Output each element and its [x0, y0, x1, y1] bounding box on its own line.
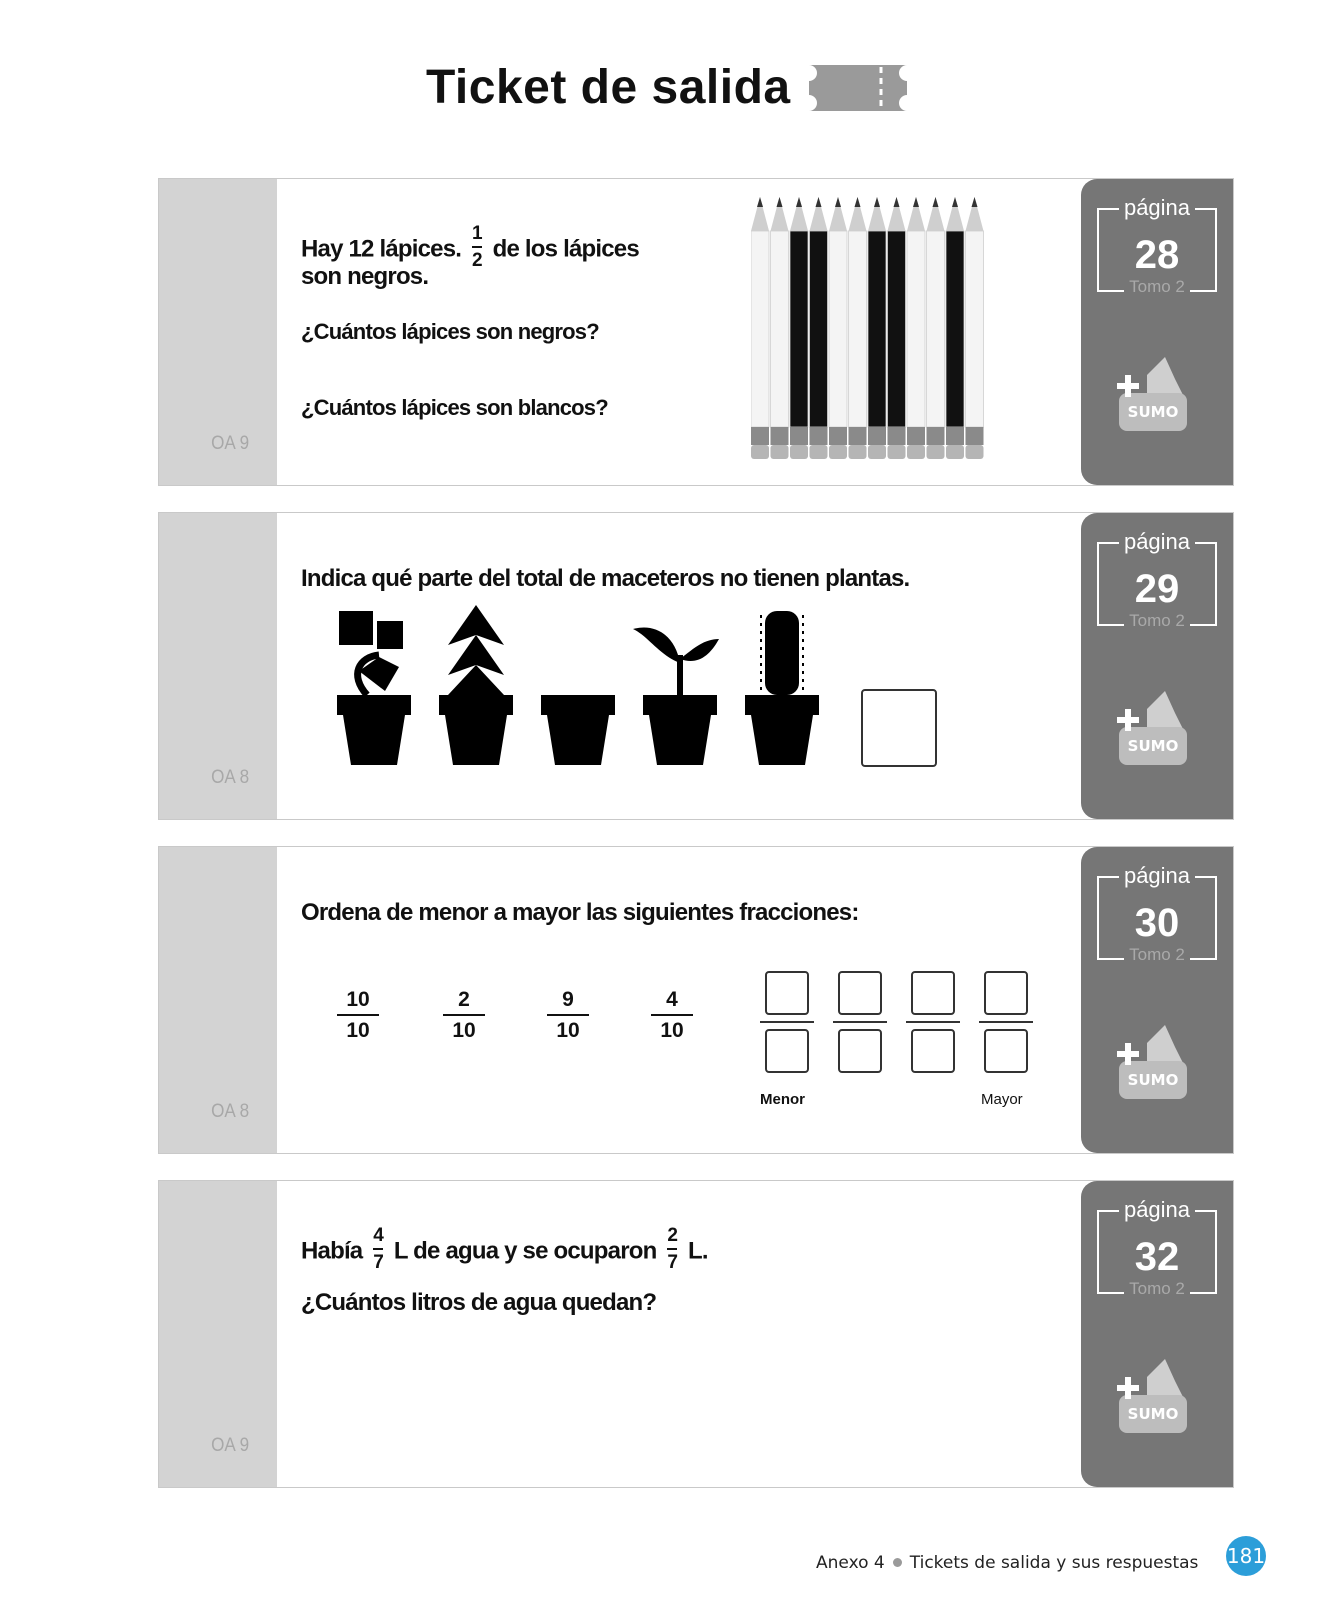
pencil-icon	[849, 197, 867, 459]
ticket-page-28	[158, 178, 1234, 486]
answer-denominator-2[interactable]	[838, 1029, 882, 1073]
pencil-icon	[927, 197, 945, 459]
page-reference-panel	[1081, 847, 1233, 1153]
pencil-icon	[829, 197, 847, 459]
footer-section: Anexo 4	[816, 1553, 885, 1573]
oa-label: OA 8	[211, 767, 250, 788]
fraction: 9 10	[547, 989, 589, 1041]
ticket-stub	[159, 847, 277, 1153]
oa-label: OA 9	[211, 1435, 250, 1456]
ticket-icon	[809, 63, 913, 113]
menor-label: Menor	[760, 1091, 805, 1108]
ticket-page-30	[158, 846, 1234, 1154]
answer-box[interactable]	[861, 689, 937, 767]
answer-numerator-1[interactable]	[765, 971, 809, 1015]
page-reference-panel	[1081, 513, 1233, 819]
pencil-icon	[907, 197, 925, 459]
question-1: ¿Cuántos lápices son negros?	[301, 319, 599, 344]
ticket-page-29	[158, 512, 1234, 820]
page-number: 30	[1134, 901, 1180, 945]
fraction: 2 10	[443, 989, 485, 1041]
pencil-icon	[946, 197, 964, 459]
sumo-logo	[1117, 1023, 1189, 1107]
page-reference-panel	[1081, 1181, 1233, 1487]
answer-numerator-3[interactable]	[911, 971, 955, 1015]
ticket-page-32	[158, 1180, 1234, 1488]
question-text: Indica qué parte del total de maceteros no tienen plantas.	[301, 565, 910, 592]
svg-text:SUMO: SUMO	[1127, 737, 1179, 755]
svg-text:SUMO: SUMO	[1127, 1071, 1179, 1089]
answer-denominator-1[interactable]	[765, 1029, 809, 1073]
question-text: Había $\frac{4}{7}$ L de agua y se ocuparon $\frac{2}{7}$ L.	[301, 1225, 708, 1273]
fraction: 4 10	[651, 989, 693, 1041]
svg-text:SUMO: SUMO	[1127, 403, 1179, 421]
page-number-badge: 181	[1226, 1536, 1266, 1576]
question-text-line2: son negros.	[301, 263, 429, 290]
answer-denominator-4[interactable]	[984, 1029, 1028, 1073]
pencil-icon	[810, 197, 828, 459]
sumo-logo	[1117, 355, 1189, 439]
pencil-icon	[751, 197, 769, 459]
answer-numerator-2[interactable]	[838, 971, 882, 1015]
pencils-illustration	[751, 197, 987, 467]
page-reference: página 30 Tomo 2	[1097, 863, 1215, 961]
page-number: 29	[1134, 567, 1180, 611]
svg-text:SUMO: SUMO	[1127, 1405, 1179, 1423]
page-header	[0, 60, 1339, 115]
page-number: 28	[1134, 233, 1180, 277]
question-text: Hay 12 lápices. $\frac{1}{2}$ de los lápices	[301, 223, 639, 271]
sumo-logo	[1117, 689, 1189, 773]
page-footer	[816, 1553, 1198, 1573]
fraction: $\frac{1}{2}$	[472, 223, 482, 271]
page-reference: página 29 Tomo 2	[1097, 529, 1215, 627]
ticket-stub	[159, 513, 277, 819]
sumo-logo	[1117, 1357, 1189, 1441]
oa-label: OA 9	[211, 433, 250, 454]
plant-pots-illustration	[329, 605, 929, 775]
answer-denominator-3[interactable]	[911, 1029, 955, 1073]
page-reference: página 28 Tomo 2	[1097, 195, 1215, 293]
question-text: Ordena de menor a mayor las siguientes fracciones:	[301, 899, 859, 926]
pencil-icon	[966, 197, 984, 459]
fraction: $\frac{2}{7}$	[667, 1225, 678, 1273]
footer-subtitle: Tickets de salida y sus respuestas	[909, 1553, 1199, 1573]
oa-label: OA 8	[211, 1101, 250, 1122]
pencil-icon	[771, 197, 789, 459]
pencil-icon	[790, 197, 808, 459]
fraction: $\frac{4}{7}$	[373, 1225, 384, 1273]
ticket-stub	[159, 179, 277, 485]
page-reference: página 32 Tomo 2	[1097, 1197, 1215, 1295]
pencil-icon	[888, 197, 906, 459]
ticket-stub	[159, 1181, 277, 1487]
question-2: ¿Cuántos lápices son blancos?	[301, 395, 608, 420]
page-reference-panel	[1081, 179, 1233, 485]
answer-numerator-4[interactable]	[984, 971, 1028, 1015]
fraction: 10 10	[337, 989, 379, 1041]
pencil-icon	[868, 197, 886, 459]
page-number: 32	[1134, 1235, 1180, 1279]
mayor-label: Mayor	[981, 1091, 1023, 1108]
question-2: ¿Cuántos litros de agua quedan?	[301, 1289, 657, 1316]
bullet-icon	[893, 1558, 902, 1567]
page-title: Ticket de salida	[425, 61, 791, 114]
